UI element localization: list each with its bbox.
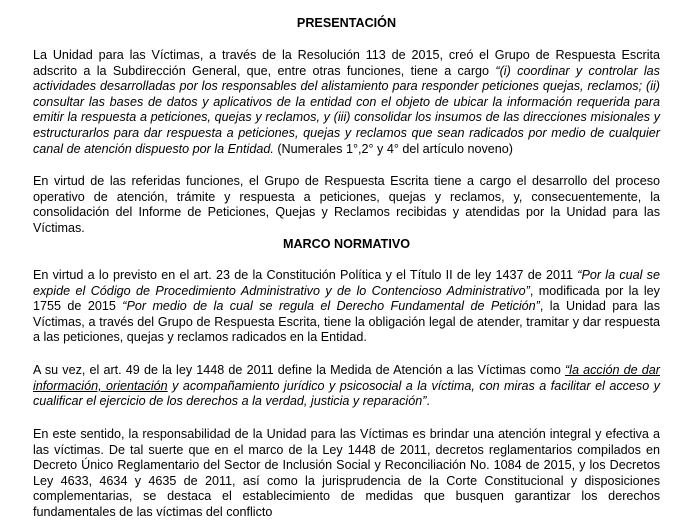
section-heading-presentacion: PRESENTACIÓN	[296, 16, 397, 30]
definition-quote-underlined: “la acción de dar información, orientación	[33, 363, 660, 393]
quoted-functions: “(i) coordinar y controlar las actividades desarrolladas por los responsables del alistamiento para responder peticiones quejas, reclamos; (ii) consultar las bases de datos y aplicativos de la entidad con el objeto de ubicar la información requerida para emitir la respuesta a peticiones, quejas y reclamos, y (iii) consolidar los insumos de las direcciones misionales y estructurarlos para dar respuesta a peticiones, quejas y reclamos que sean radicados por medio de cualquier canal de atención dispuesto por la Entidad.	[33, 63, 660, 156]
paragraph-medida-atencion	[33, 363, 660, 410]
paragraph-presentacion	[33, 48, 660, 157]
paragraph-text: (Numerales 1°,2° y 4° del artículo noveno)	[273, 141, 513, 156]
definition-quote: y acompañamiento jurídico y psicosocial a la víctima, con miras a facilitar el acceso y cualificar el ejercicio de los derechos a la verdad, justicia y reparación”	[33, 378, 660, 409]
section-heading-marco-normativo: MARCO NORMATIVO	[282, 237, 411, 251]
paragraph-text: En virtud a lo previsto en el art. 23 de la Constitución Política y el Título II de ley 1437 de 2011	[33, 268, 578, 282]
law-title-quote: “Por medio de la cual se regula el Derecho Fundamental de Petición”	[122, 299, 540, 314]
paragraph-text: , modificada por la ley 1755 de 2015	[33, 283, 660, 314]
paragraph-text: La Unidad para las Víctimas, a través de la Resolución 113 de 2015, creó el Grupo de Respuesta Escrita adscrito a la Subdirección General, que, entre otras funciones, tiene a cargo	[33, 48, 660, 78]
paragraph-marco-legal	[33, 268, 660, 346]
law-title-quote: “Por la cual se expide el Código de Procedimiento Administrativo y de lo Contencioso Administrativo”	[33, 268, 660, 298]
paragraph-funciones: En virtud de las referidas funciones, el Grupo de Respuesta Escrita tiene a cargo el desarrollo del proceso operativo de atención, trámite y respuesta a peticiones, quejas y reclamos, y, consecuentemente, la consolidación del Informe de Peticiones, Quejas y Reclamos recibidas y atendidas por la Unidad para las Víctimas.	[33, 174, 660, 235]
paragraph-responsabilidad: En este sentido, la responsabilidad de la Unidad para las Víctimas es brindar una atención integral y efectiva a las víctimas. De tal suerte que en el marco de la Ley 1448 de 2011, decretos reglamentarios compilados en Decreto Único Reglamentario del Sector de Inclusión Social y Reconciliación No. 1084 de 2015, y los Decretos Ley 4633, 4634 y 4635 de 2011, así como la jurisprudencia de la Corte Constitucional y disposiciones complementarias, se destaca el establecimiento de medidas que busquen garantizar los derechos fundamentales de las víctimas del conflicto	[33, 427, 660, 519]
paragraph-text: , la Unidad para las Víctimas, a través del Grupo de Respuesta Escrita, tiene la obligación legal de atender, tramitar y dar respuesta a las peticiones, quejas y reclamos radicados en la Entidad.	[33, 299, 660, 345]
document-page	[33, 0, 660, 519]
paragraph-text: A su vez, el art. 49 de la ley 1448 de 2011 define la Medida de Atención a las Víctimas como	[33, 363, 565, 377]
paragraph-text: .	[426, 394, 430, 409]
